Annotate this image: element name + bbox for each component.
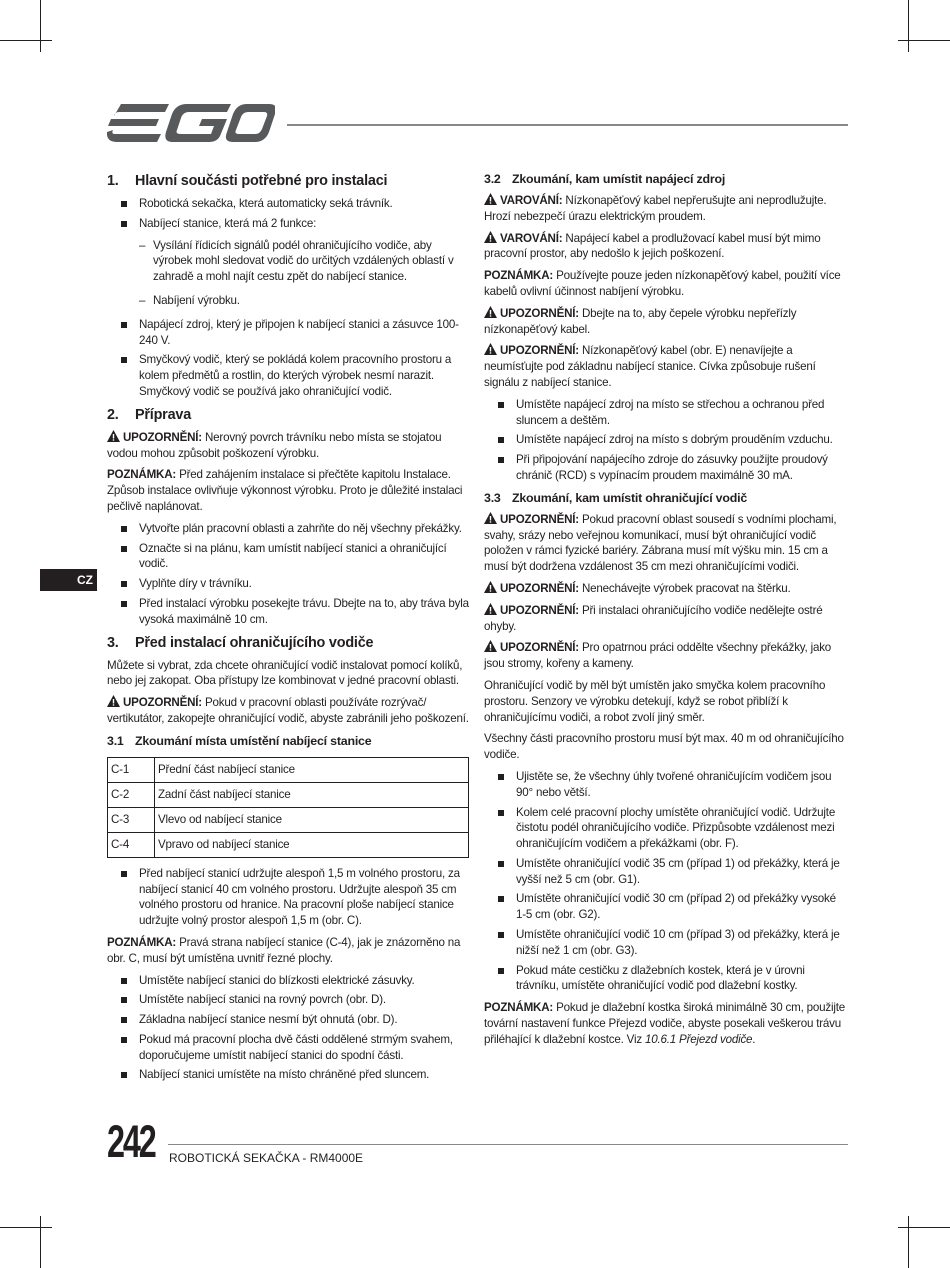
- list-item: Smyčkový vodič, který se pokládá kolem pracovního prostoru a kolem předmětů a rostlin, do kterých výrobek nesmí narazit. Smyčkový vodič se používá jako ohraničující vodič.: [107, 352, 469, 399]
- warning: VAROVÁNÍ: Nízkonapěťový kabel nepřerušujte ani neprodlužujte. Hrozí nebezpečí úrazu elektrickým proudem.: [484, 194, 827, 223]
- list-item: Robotická sekačka, která automaticky seká trávník.: [107, 196, 469, 212]
- note: POZNÁMKA: Používejte pouze jeden nízkonapěťový kabel, použití více kabelů ovlivní účinnost nabíjení výrobku.: [484, 269, 841, 298]
- warning: UPOZORNĚNÍ: Pro opatrnou práci oddělte všechny překážky, jako jsou stromy, kořeny a kameny.: [484, 641, 832, 671]
- warning: UPOZORNĚNÍ: Nenechávejte výrobek pracovat na štěrku.: [484, 581, 848, 597]
- crop-mark: [898, 1227, 950, 1228]
- list-item: Vyplňte díry v trávníku.: [107, 576, 469, 592]
- list-item: Umístěte nabíjecí stanici do blízkosti elektrické zásuvky.: [107, 973, 469, 989]
- page-number: 242: [107, 1116, 155, 1167]
- list-item: Ujistěte se, že všechny úhly tvořené ohraničujícím vodičem jsou 90° nebo větší.: [484, 769, 848, 801]
- crop-mark: [0, 40, 52, 41]
- language-tab: CZ: [40, 569, 97, 591]
- list-item: Při připojování napájecího zdroje do zásuvky použijte proudový chránič (RCD) s vypínacím proudem maximálně 30 mA.: [484, 452, 848, 484]
- crop-mark: [0, 1227, 52, 1228]
- warning-icon: [484, 231, 497, 243]
- warning: UPOZORNĚNÍ: Pokud pracovní oblast sousedí s vodními plochami, svahy, srázy nebo veřejnou komunikací, musí být ohraničující vodič položen v rámci fyzické bariéry. Zábrana musí mít výšku min. 15 cm a musí být dodržena vzdálenost 35 cm mezi ohraničujícími vodiči.: [484, 512, 837, 574]
- warning: UPOZORNĚNÍ: Nerovný povrch trávníku nebo místa se stojatou vodou mohou způsobit poškození výrobku.: [107, 430, 442, 460]
- crop-mark: [908, 0, 909, 52]
- table-row: [108, 782, 469, 807]
- section-heading: 2. Příprava: [107, 406, 191, 423]
- list-item: Umístěte ohraničující vodič 35 cm (případ 1) od překážky, která je vyšší než 5 cm (obr. G1).: [484, 856, 848, 888]
- list-item: Pokud má pracovní plocha dvě části oddělené strmým svahem, doporučujeme umístit nabíjecí stanici do spodní části.: [107, 1032, 469, 1064]
- table-row: [108, 832, 469, 857]
- crop-mark: [898, 40, 950, 41]
- crop-mark: [40, 1216, 41, 1268]
- subsection-heading: 3.3 Zkoumání, kam umístit ohraničující vodič: [484, 490, 748, 505]
- warning: UPOZORNĚNÍ: Nízkonapěťový kabel (obr. E) nenavíjejte a neumísťujte pod základnu nabíjecí stanice. Cívka způsobuje rušení signálu z nabíjecí stanice.: [484, 344, 816, 389]
- list-item: Kolem celé pracovní plochy umístěte ohraničující vodič. Udržujte čistotu podél ohraničujícího vodiče. Přizpůsobte vzdálenost mezi ohraničujícím vodičem a překážkami (obr. F).: [484, 805, 848, 852]
- warning: UPOZORNĚNÍ: Dbejte na to, aby čepele výrobku nepřeřízly nízkonapěťový kabel.: [484, 306, 797, 336]
- list-item: Označte si na plánu, kam umístit nabíjecí stanici a ohraničující vodič.: [107, 541, 469, 573]
- list-item: Nabíjecí stanice, která má 2 funkce: – Vysílání řídicích signálů podél ohraničujícího vodiče, aby výrobek mohl sledovat vodič do určitých vzdálených oblastí v zahradě a mohl najít cestu zpět do nabíjecí stanice. – Nabíjení výrobku.: [107, 216, 469, 309]
- warning-icon: [107, 430, 120, 442]
- list-item: Vytvořte plán pracovní oblasti a zahrňte do něj všechny překážky.: [107, 521, 469, 537]
- table-cell: C-4: [108, 832, 155, 857]
- subsection-heading: 3.1 Zkoumání místa umístění nabíjecí stanice: [107, 733, 372, 748]
- bullet-list: [107, 866, 469, 929]
- table-cell: Zadní část nabíjecí stanice: [155, 782, 469, 807]
- bullet-list: [484, 769, 848, 994]
- note: POZNÁMKA: Před zahájením instalace si přečtěte kapitolu Instalace. Způsob instalace ovlivňuje výkonnost výrobku. Proto je důležité instalaci pečlivě naplánovat.: [107, 468, 463, 513]
- list-item: Před instalací výrobku posekejte trávu. Dbejte na to, aby tráva byla vysoká maximálně 10 cm.: [107, 596, 469, 628]
- list-item: Umístěte napájecí zdroj na místo se střechou a ochranou před sluncem a deštěm.: [484, 397, 848, 429]
- list-item: Základna nabíjecí stanice nesmí být ohnutá (obr. D).: [107, 1012, 469, 1028]
- list-item: Napájecí zdroj, který je připojen k nabíjecí stanici a zásuvce 100-240 V.: [107, 317, 469, 349]
- charging-station-table: [107, 757, 469, 858]
- warning-icon: [484, 581, 497, 593]
- section-heading: 3. Před instalací ohraničujícího vodiče: [107, 634, 374, 651]
- warning: UPOZORNĚNÍ: Pokud v pracovní oblasti používáte rozrývač/ vertikutátor, zakopejte ohraničující vodič, abyste zabránili jeho poškození.: [107, 696, 469, 725]
- note: POZNÁMKA: Pravá strana nabíjecí stanice (C-4), jak je znázorněno na obr. C, musí být umístěna uvnitř řezné plochy.: [107, 935, 461, 965]
- crop-mark: [908, 1216, 909, 1268]
- table-row: [108, 807, 469, 832]
- warning-icon: [484, 512, 497, 524]
- list-item: Umístěte nabíjecí stanici na rovný povrch (obr. D).: [107, 992, 469, 1008]
- bullet-list: [107, 973, 469, 1084]
- table-cell: Přední část nabíjecí stanice: [155, 757, 469, 782]
- bullet-list: [107, 521, 469, 628]
- right-column: [484, 168, 848, 1054]
- footer-title: ROBOTICKÁ SEKAČKA - RM4000E: [169, 1151, 364, 1165]
- paragraph: Ohraničující vodič by měl být umístěn jako smyčka kolem pracovního prostoru. Senzory ve výrobku detekují, když se robot přiblíží k ohraničujícímu vodiči, a robot zvolí jiný směr.: [484, 678, 826, 724]
- table-cell: C-3: [108, 807, 155, 832]
- list-item: Nabíjecí stanici umístěte na místo chráněné před sluncem.: [107, 1067, 469, 1083]
- warning-icon: [484, 306, 497, 318]
- header-rule: [287, 124, 848, 126]
- list-item: – Vysílání řídicích signálů podél ohraničujícího vodiče, aby výrobek mohl sledovat vodič do určitých vzdálených oblastí v zahradě a mohl najít cestu zpět do nabíjecí stanice.: [139, 238, 469, 285]
- bullet-list: [107, 196, 469, 400]
- cross-reference: 10.6.1 Přejezd vodiče: [644, 1032, 753, 1046]
- list-item: Před nabíjecí stanicí udržujte alespoň 1,5 m volného prostoru, za nabíjecí stanicí 40 cm volného prostoru. Udržujte alespoň 35 cm volného prostoru od hranice. Na pracovní ploše nabíjecí stanice udržujte volný prostor alespoň 1,5 m (obr. C).: [107, 866, 469, 929]
- crop-mark: [40, 0, 41, 52]
- table-row: [108, 757, 469, 782]
- list-item: Umístěte napájecí zdroj na místo s dobrým prouděním vzduchu.: [484, 432, 848, 448]
- list-item: Umístěte ohraničující vodič 30 cm (případ 2) od překážky vysoké 1-5 cm (obr. G2).: [484, 891, 848, 923]
- table-cell: C-2: [108, 782, 155, 807]
- table-cell: Vlevo od nabíjecí stanice: [155, 807, 469, 832]
- section-heading: 1. Hlavní součásti potřebné pro instalaci: [107, 173, 388, 189]
- warning: VAROVÁNÍ: Napájecí kabel a prodlužovací kabel musí být mimo pracovní prostor, aby nedošlo k jejich poškození.: [484, 231, 821, 261]
- ego-logo: [107, 104, 275, 142]
- warning-icon: [484, 193, 497, 205]
- bullet-list: [484, 397, 848, 484]
- table-cell: Vpravo od nabíjecí stanice: [155, 832, 469, 857]
- warning-icon: [484, 640, 497, 652]
- paragraph: Můžete si vybrat, zda chcete ohraničující vodič instalovat pomocí kolíků, nebo jej zakopat. Oba přístupy lze kombinovat v jedné pracovní oblasti.: [107, 658, 463, 688]
- warning: UPOZORNĚNÍ: Při instalaci ohraničujícího vodiče nedělejte ostré ohyby.: [484, 603, 823, 633]
- warning-icon: [107, 695, 120, 707]
- note: POZNÁMKA: Pokud je dlažební kostka široká minimálně 30 cm, použijte tovární nastavení funkce Přejezd vodiče, abyste posekali veškerou trávu přiléhající k dlažební kostce. Viz 10.6.1 Přejezd vodiče.: [484, 1001, 845, 1046]
- dash-list: [139, 238, 469, 309]
- subsection-heading: 3.2 Zkoumání, kam umístit napájecí zdroj: [484, 172, 726, 186]
- warning-icon: [484, 343, 497, 355]
- paragraph: Všechny části pracovního prostoru musí být max. 40 m od ohraničujícího vodiče.: [484, 732, 844, 762]
- table-cell: C-1: [108, 757, 155, 782]
- footer-rule: [168, 1144, 848, 1145]
- left-column: [107, 168, 469, 1089]
- list-item: Pokud máte cestičku z dlažebních kostek, která je v úrovni trávníku, umístěte ohraničující vodič pod dlažební kostky.: [484, 963, 848, 995]
- list-item: – Nabíjení výrobku.: [139, 293, 469, 309]
- warning-icon: [484, 603, 497, 615]
- list-item: Umístěte ohraničující vodič 10 cm (případ 3) od překážky, která je nižší než 1 cm (obr. G3).: [484, 927, 848, 959]
